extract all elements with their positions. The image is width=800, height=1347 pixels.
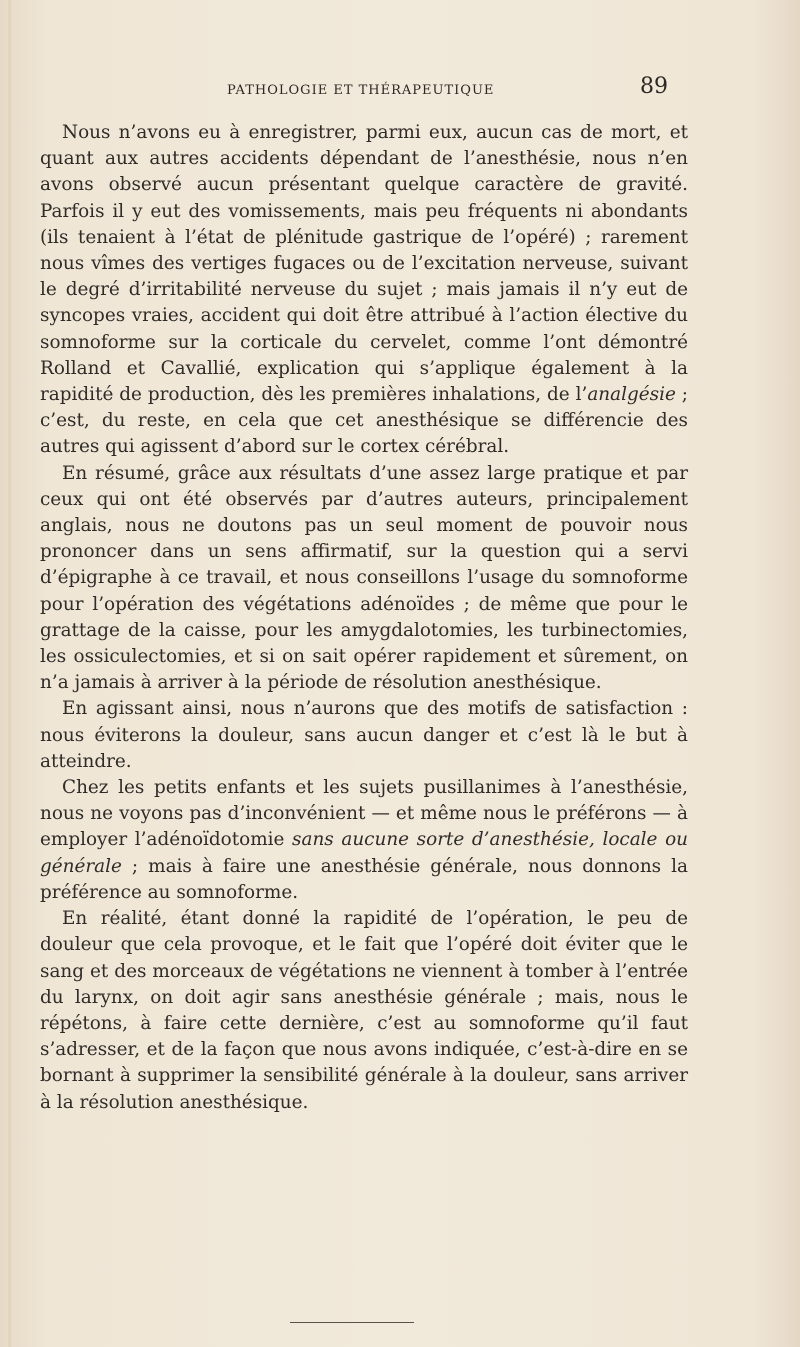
paragraph xyxy=(40,696,688,775)
paragraph-text: Nous n’avons eu à enregistrer, parmi eux, aucun cas de mort, et quant aux autres accidents dépendant de l’anesthésie, nous n’en avons observé aucun présentant quelque caractère de gravité. Parfois il y eut des vomissements, mais peu fréquents ni abondants (ils tenaient à l’état de plénitude gastrique de l’opéré) ; rarement nous vîmes des vertiges fugaces ou de l’excitation nerveuse, suivant le degré d’irritabilité nerveuse du sujet ; mais jamais il n’y eut de syncopes vraies, accident qui doit être attribué à l’action élective du somnoforme sur la corticale du cervelet, comme l’ont démontré Rolland et Cavallié, explication qui s’applique également à la rapidité de production, dès les premières inhalations, de l’ xyxy=(40,122,688,406)
paragraph-text: Chez les petits enfants et les sujets pusillanimes à l’anesthésie, nous ne voyons pas d’inconvénient — et même nous le préférons — à employer l’adénoïdotomie xyxy=(40,777,688,851)
section-end-rule xyxy=(290,1322,414,1323)
running-head: PATHOLOGIE ET THÉRAPEUTIQUE xyxy=(227,83,495,98)
paragraph-text: ; mais à faire une anesthésie générale, nous donnons la préférence au somnoforme. xyxy=(40,855,688,903)
page-header xyxy=(0,74,800,104)
paragraph xyxy=(40,120,688,461)
paragraph-text: En agissant ainsi, nous n’aurons que des motifs de satisfaction : nous éviterons la douleur, sans aucun danger et c’est là le but à atteindre. xyxy=(40,698,688,772)
paragraph-text: ; c’est, du reste, en cela que cet anesthésique se différencie des autres qui agissent d’abord sur le cortex cérébral. xyxy=(40,384,688,458)
body-text xyxy=(40,120,688,1116)
paragraph-text: En résumé, grâce aux résultats d’une assez large pratique et par ceux qui ont été observés par d’autres auteurs, principalement anglais, nous ne doutons pas un seul moment de pouvoir nous prononcer dans un sens affirmatif, sur la question qui a servi d’épigraphe à ce travail, et nous conseillons l’usage du somnoforme pour l’opération des végétations adénoïdes ; de même que pour le grattage de la caisse, pour les amygdalotomies, les turbinectomies, les ossiculectomies, et si on sait opérer rapidement et sûrement, on n’a jamais à arriver à la période de résolution anesthésique. xyxy=(40,462,688,694)
paragraph-emphasis: sans aucune sorte d’anesthésie, locale ou générale xyxy=(40,829,688,877)
paragraph xyxy=(40,775,688,906)
page-edge-shadow xyxy=(8,0,11,1347)
paragraph xyxy=(40,906,688,1116)
paragraph-text: En réalité, étant donné la rapidité de l’opération, le peu de douleur que cela provoque, et le fait que l’opéré doit éviter que le sang et des morceaux de végétations ne viennent à tomber à l’entrée du larynx, on doit agir sans anesthésie générale ; mais, nous le répétons, à faire cette dernière, c’est au somnoforme qu’il faut s’adresser, et de la façon que nous avons indiquée, c’est-à-dire en se bornant à supprimer la sensibilité générale à la douleur, sans arriver à la résolution anesthésique. xyxy=(40,908,688,1113)
page-number: 89 xyxy=(640,74,668,99)
paragraph xyxy=(40,461,688,697)
paragraph-emphasis: analgésie xyxy=(587,384,676,406)
